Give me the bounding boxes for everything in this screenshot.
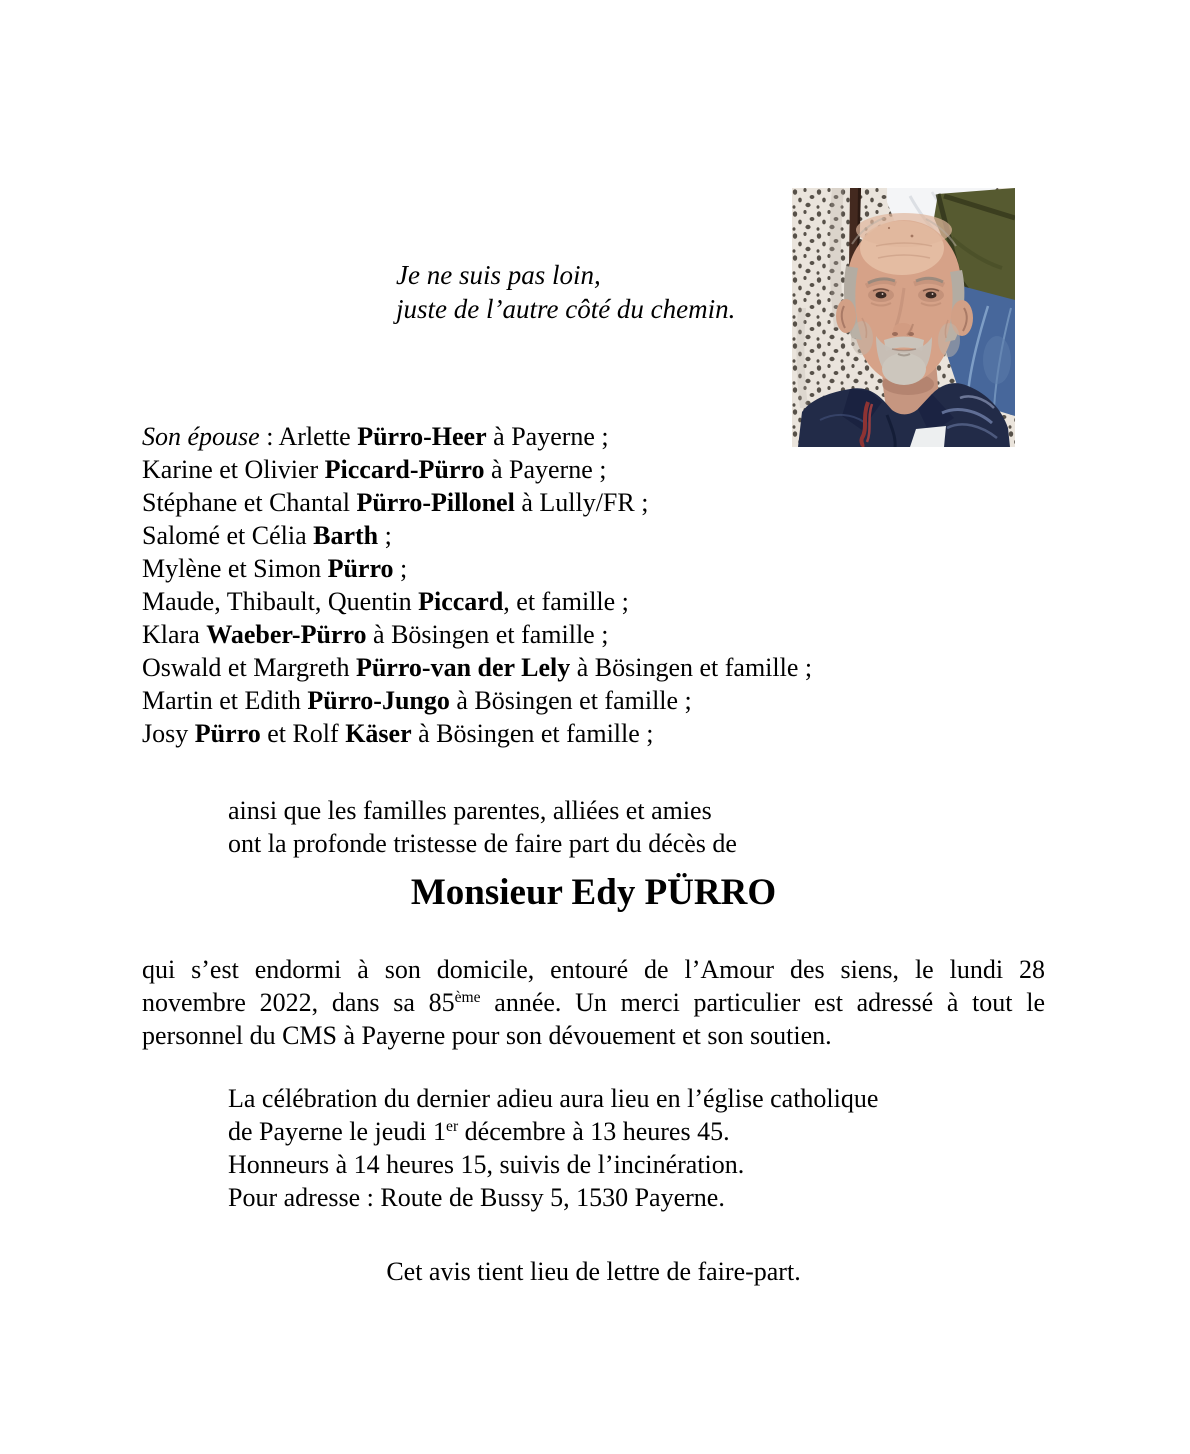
family-line: Maude, Thibault, Quentin Piccard, et famille ; (142, 587, 629, 616)
ceremony-line: Pour adresse : Route de Bussy 5, 1530 Payerne. (228, 1183, 725, 1212)
family-line: Klara Waeber-Pürro à Bösingen et famille ; (142, 620, 609, 649)
family-line: Stéphane et Chantal Pürro-Pillonel à Lully/FR ; (142, 488, 649, 517)
paragraph-line: personnel du CMS à Payerne pour son dévouement et son soutien. (142, 1021, 832, 1050)
paragraph-line: novembre 2022, dans sa 85ème année. Un merci particulier est adressé à tout le (142, 988, 1046, 1017)
portrait-photo-illustration (792, 188, 1015, 447)
family-line: Martin et Edith Pürro-Jungo à Bösingen et famille ; (142, 686, 692, 715)
closing-note: Cet avis tient lieu de lettre de faire-part. (386, 1257, 801, 1286)
family-line: Son épouse : Arlette Pürro-Heer à Payerne ; (142, 422, 609, 451)
memorial-quote (396, 258, 735, 326)
ceremony-details (228, 1082, 878, 1214)
paragraph-line: qui s’est endormi à son domicile, entouré de l’Amour des siens, le lundi 28 (142, 955, 1045, 984)
quote-line-1: Je ne suis pas loin, (396, 260, 601, 290)
ceremony-line: de Payerne le jeudi 1er décembre à 13 heures 45. (228, 1117, 730, 1146)
quote-line-2: juste de l’autre côté du chemin. (396, 294, 736, 324)
intro-line-1: ainsi que les familles parentes, alliées et amies (228, 796, 712, 825)
family-line: Karine et Olivier Piccard-Pürro à Payerne ; (142, 455, 607, 484)
family-list (142, 420, 1072, 750)
intro-block (228, 794, 737, 860)
family-line: Mylène et Simon Pürro ; (142, 554, 408, 583)
portrait-photo (792, 188, 1015, 447)
family-line: Josy Pürro et Rolf Käser à Bösingen et famille ; (142, 719, 654, 748)
ceremony-line: Honneurs à 14 heures 15, suivis de l’incinération. (228, 1150, 745, 1179)
death-notice-paragraph (142, 953, 1045, 1052)
intro-line-2: ont la profonde tristesse de faire part du décès de (228, 829, 737, 858)
ceremony-line: La célébration du dernier adieu aura lieu en l’église catholique (228, 1084, 879, 1113)
family-line: Salomé et Célia Barth ; (142, 521, 392, 550)
deceased-name-title: Monsieur Edy PÜRRO (410, 872, 777, 913)
family-line: Oswald et Margreth Pürro-van der Lely à Bösingen et famille ; (142, 653, 813, 682)
